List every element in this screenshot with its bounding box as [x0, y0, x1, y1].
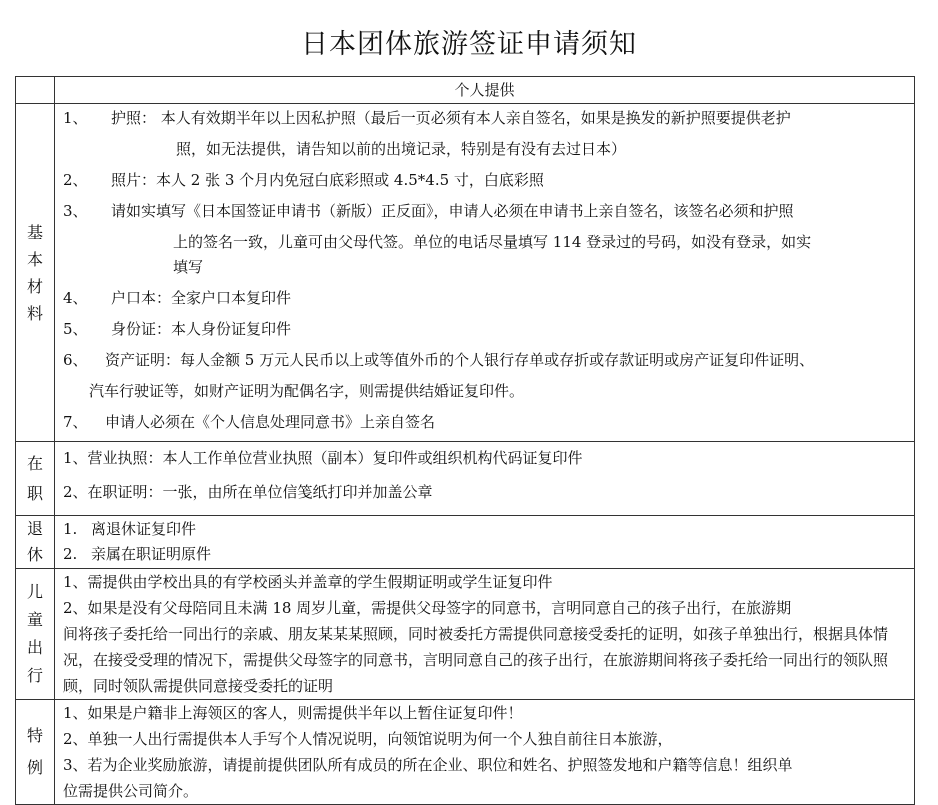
item-text: 请如实填写《日本国签证申请书（新版）正反面》，申请人必须在申请书上亲自签名，该签名必须和护照: [111, 202, 794, 220]
item-text: 资产证明：每人金额 5 万元人民币以上或等值外币的个人银行存单或存折或存款证明或房产证复印件证明、: [105, 351, 815, 369]
special-content: [55, 700, 915, 805]
item-number: 2、: [63, 171, 88, 189]
header-blank-cell: [16, 77, 55, 104]
item-number: 7、: [63, 413, 88, 431]
employed-item-1: 1、营业执照：本人工作单位营业执照（副本）复印件或组织机构代码证复印件: [63, 449, 583, 467]
item-text: 照片：本人 2 张 3 个月内免冠白底彩照或 4.5*4.5 寸，白底彩照: [111, 171, 544, 189]
label-char: 休: [26, 545, 43, 564]
special-item-1: 1、如果是户籍非上海领区的客人，则需提供半年以上暂住证复印件！: [63, 704, 523, 722]
header-cell: 个人提供: [55, 77, 915, 104]
basic-item-5: [63, 317, 908, 342]
label-char: 基: [26, 222, 43, 242]
item-text: 护照： 本人有效期半年以上因私护照（最后一页必须有本人亲自签名，如果是换发的新护照要提供老护: [111, 109, 791, 127]
children-item-2-first: 2、如果是没有父母陪同且未满 18 周岁儿童，需提供父母签字的同意书，言明同意自己的孩子出行，在旅游期: [63, 599, 792, 617]
label-char: 童: [26, 610, 43, 629]
employed-row: [16, 442, 915, 516]
label-char: 在: [26, 453, 43, 473]
item-text-continued: 上的签名一致，儿童可由父母代签。单位的电话尽量填写 114 登录过的号码，如没有登录，如实: [173, 233, 812, 251]
children-content: [55, 569, 915, 700]
basic-item-7: [63, 410, 908, 435]
special-row: [16, 700, 915, 805]
label-char: 儿: [26, 582, 43, 601]
label-char: 材: [26, 276, 43, 296]
basic-item-6: [63, 348, 908, 404]
special-item-3-first: 3、若为企业奖励旅游，请提前提供团队所有成员的所在企业、职位和姓名、护照签发地和户籍等信息！组织单: [63, 756, 793, 774]
header-row: [16, 77, 915, 104]
basic-materials-label: [16, 104, 55, 442]
item-number: 4、: [63, 289, 88, 307]
label-char: 行: [26, 666, 43, 685]
item-text: 亲属在职证明原件: [91, 545, 212, 563]
item-text: 离退休证复印件: [91, 520, 197, 538]
item-number: 1.: [63, 520, 78, 538]
employed-content: [55, 442, 915, 516]
children-item-1: 1、需提供由学校出具的有学校函头并盖章的学生假期证明或学生证复印件: [63, 573, 553, 591]
label-char: 特: [26, 726, 43, 745]
item-text-continued: 填写: [173, 258, 204, 276]
basic-item-3: [63, 199, 908, 280]
retired-item-1: [63, 517, 908, 542]
employed-label: [16, 442, 55, 516]
retired-label: [16, 516, 55, 569]
item-text: 申请人必须在《个人信息处理同意书》上亲自签名: [105, 413, 436, 431]
item-number: 6、: [63, 351, 88, 369]
page-title: 日本团体旅游签证申请须知: [301, 29, 637, 60]
label-char: 例: [26, 758, 43, 777]
item-number: 3、: [63, 202, 88, 220]
item-text-continued: 汽车行驶证等，如财产证明为配偶名字，则需提供结婚证复印件。: [89, 382, 525, 400]
item-text: 身份证：本人身份证复印件: [111, 320, 292, 338]
children-item-2-rest: 间将孩子委托给一同出行的亲戚、朋友某某某照顾，同时被委托方需提供同意接受委托的证明，如孩子单独出行，根据具体情况，在接受受理的情况下，需提供父母签字的同意书，言明同意自己的孩子出行，在旅游期间将孩子委托给一同出行的领队照顾，同时领队需提供同意接受委托的证明: [63, 625, 889, 695]
item-number: 2.: [63, 545, 78, 563]
item-number: 1、: [63, 109, 88, 127]
employed-item-2: 2、在职证明：一张，由所在单位信笺纸打印并加盖公章: [63, 483, 433, 501]
special-label: [16, 700, 55, 805]
retired-row: [16, 516, 915, 569]
basic-item-1: [63, 106, 908, 162]
basic-materials-row: [16, 104, 915, 442]
retired-content: [55, 516, 915, 569]
label-char: 出: [26, 638, 43, 657]
requirements-table: [15, 76, 915, 805]
children-label: [16, 569, 55, 700]
label-char: 退: [26, 519, 43, 538]
children-row: [16, 569, 915, 700]
label-char: 本: [26, 249, 43, 269]
item-text-continued: 照，如无法提供，请告知以前的出境记录，特别是有没有去过日本）: [176, 140, 627, 158]
item-number: 5、: [63, 320, 88, 338]
label-char: 职: [26, 483, 43, 503]
special-item-2: 2、单独一人出行需提供本人手写个人情况说明，向领馆说明为何一个人独自前往日本旅游，: [63, 730, 673, 748]
special-item-3-rest: 位需提供公司简介。: [63, 782, 199, 800]
basic-materials-content: [55, 104, 915, 442]
label-char: 料: [26, 303, 43, 323]
item-text: 户口本：全家户口本复印件: [111, 289, 292, 307]
basic-item-2: [63, 168, 908, 193]
retired-item-2: [63, 542, 908, 567]
basic-item-4: [63, 286, 908, 311]
